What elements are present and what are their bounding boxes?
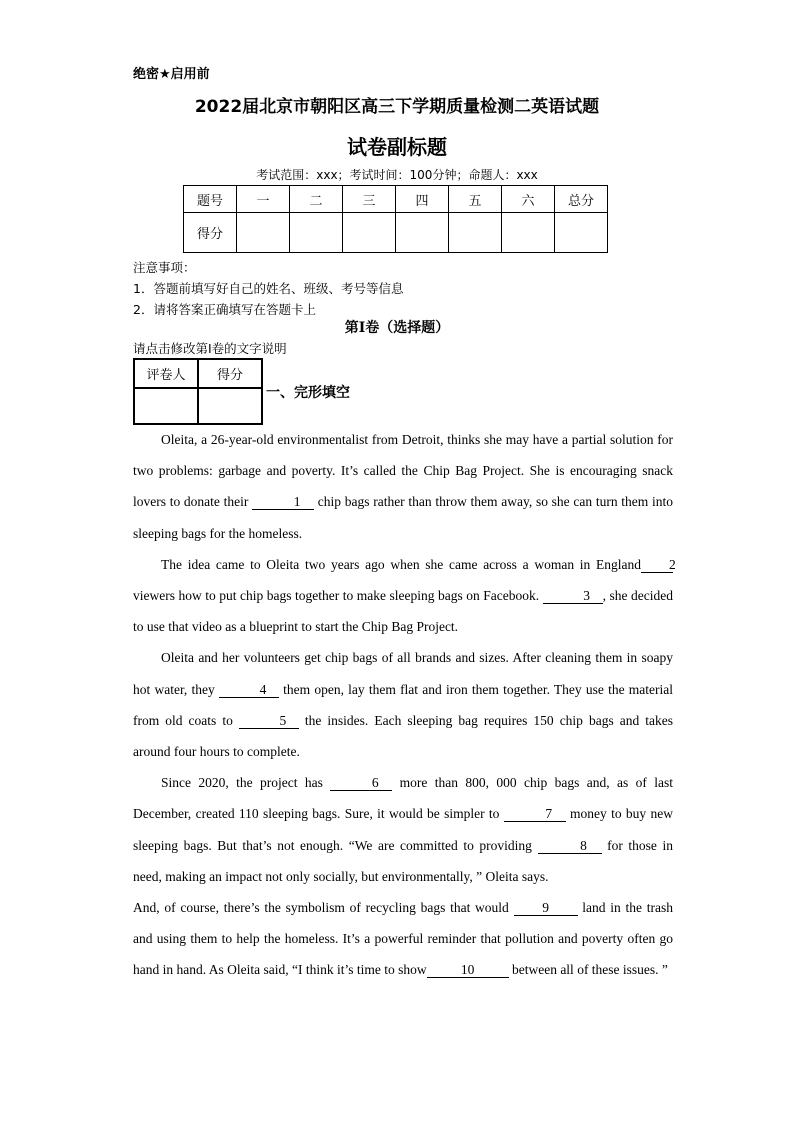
cloze-blank[interactable]: 9 <box>514 900 578 916</box>
score-header-cell: 五 <box>449 186 502 213</box>
score-header-cell: 题号 <box>184 186 237 213</box>
notes-heading: 注意事项： <box>133 260 196 275</box>
cloze-blank[interactable]: 3 <box>543 588 603 604</box>
score-cell[interactable] <box>502 213 555 253</box>
notes-item: 2．请将答案正确填写在答题卡上 <box>133 302 316 317</box>
paragraph: And, of course, there’s the symbolism of recycling bags that would 9 land in the trash and using them to help the homeless. It’s a powerful reminder that pollution and poverty often go hand in hand. As Oleita said, “I think it’s time to show 10 between all of these issues. ” <box>133 900 673 978</box>
score-cell[interactable] <box>449 213 502 253</box>
grader-score-label: 得分 <box>198 359 262 388</box>
score-cell[interactable] <box>237 213 290 253</box>
grader-score-cell[interactable] <box>198 388 262 424</box>
cloze-blank[interactable]: 1 <box>252 494 314 510</box>
score-table-header-row <box>184 186 608 213</box>
score-table <box>183 185 608 253</box>
score-row-label: 得分 <box>184 213 237 253</box>
grader-box <box>133 358 263 425</box>
score-cell[interactable] <box>555 213 608 253</box>
paragraph: The idea came to Oleita two years ago when she came across a woman in England 2 viewers how to put chip bags together to make sleeping bags on Facebook. 3 , she decided to use that video as a blueprint to start the Chip Bag Project. <box>133 556 676 635</box>
paragraph: Since 2020, the project has 6 more than 800, 000 chip bags and, as of last December, created 110 sleeping bags. Sure, it would be simpler to 7 money to buy new sleeping bags. But that’s not enough. “We are committed to providing 8 for those in need, making an impact not only socially, but environmentally, ” Oleita says. <box>133 775 674 884</box>
exam-info: 考试范围：xxx；考试时间：100分钟；命题人：xxx <box>256 168 538 182</box>
cloze-blank[interactable]: 4 <box>219 682 279 698</box>
score-table-score-row <box>184 213 608 253</box>
score-header-cell: 一 <box>237 186 290 213</box>
cloze-blank[interactable]: 6 <box>330 775 392 791</box>
cloze-blank[interactable]: 10 <box>427 962 509 978</box>
cloze-blank[interactable]: 7 <box>504 806 566 822</box>
cloze-blank[interactable]: 2 <box>641 557 673 573</box>
score-cell[interactable] <box>290 213 343 253</box>
score-cell[interactable] <box>343 213 396 253</box>
exam-notes <box>133 257 403 320</box>
score-header-cell: 三 <box>343 186 396 213</box>
score-header-cell: 六 <box>502 186 555 213</box>
score-header-cell: 四 <box>396 186 449 213</box>
exam-subtitle: 试卷副标题 <box>347 135 447 159</box>
section-title: 一、完形填空 <box>266 385 350 401</box>
cloze-passage <box>133 424 676 986</box>
cloze-blank[interactable]: 8 <box>538 838 602 854</box>
paragraph: Oleita and her volunteers get chip bags of all brands and sizes. After cleaning them in soapy hot water, they 4 them open, lay them flat and iron them together. They use the material from old coats to 5 the insides. Each sleeping bag requires 150 chip bags and takes around four hours to complete. <box>133 650 674 760</box>
cloze-blank[interactable]: 5 <box>239 713 299 729</box>
notes-item: 1．答题前填写好自己的姓名、班级、考号等信息 <box>133 281 404 296</box>
part-title: 第I卷（选择题） <box>344 320 450 336</box>
confidential-mark: 绝密★启用前 <box>133 67 210 82</box>
score-header-cell: 二 <box>290 186 343 213</box>
paragraph: Oleita, a 26-year-old environmentalist from Detroit, thinks she may have a partial solution for two problems: garbage and poverty. It’s called the Chip Bag Project. She is encouraging snack lovers to donate their 1 chip bags rather than throw them away, so she can turn them into sleeping bags for the homeless. <box>133 432 674 541</box>
score-header-cell: 总分 <box>555 186 608 213</box>
grader-label: 评卷人 <box>134 359 198 388</box>
score-cell[interactable] <box>396 213 449 253</box>
part-note: 请点击修改第I卷的文字说明 <box>133 341 287 356</box>
exam-title: 2022届北京市朝阳区高三下学期质量检测二英语试题 <box>194 97 600 117</box>
grader-name-cell[interactable] <box>134 388 198 424</box>
